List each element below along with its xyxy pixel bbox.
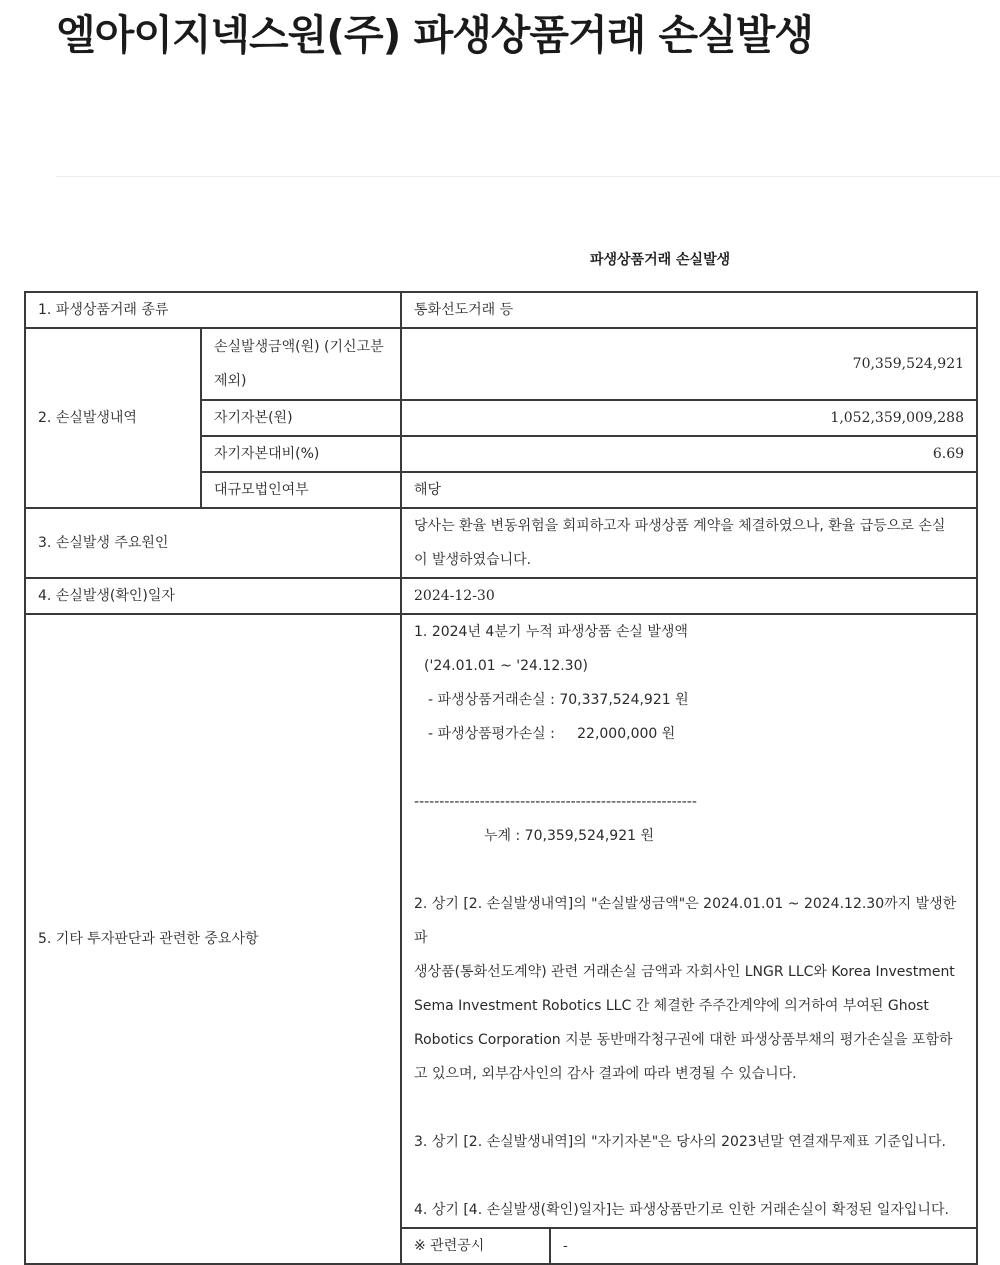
table-row xyxy=(25,578,977,614)
row-label-loss-date: 4. 손실발생(확인)일자 xyxy=(25,578,401,614)
note1-total: 누계 : 70,359,524,921 원 xyxy=(484,828,654,844)
sub-label-equity: 자기자본(원) xyxy=(201,400,401,436)
disclosure-table xyxy=(24,291,978,1265)
table-row xyxy=(25,508,977,578)
sub-label-loss-amount xyxy=(201,328,401,400)
header-divider xyxy=(56,176,1000,177)
equity-ratio-value: 6.69 xyxy=(401,436,977,472)
equity-value: 1,052,359,009,288 xyxy=(401,400,977,436)
sub-label-equity-ratio: 자기자본대비(%) xyxy=(201,436,401,472)
note1-item-trade-loss: - 파생상품거래손실 : 70,337,524,921 원 xyxy=(428,692,689,708)
note1-period: ('24.01.01 ~ '24.12.30) xyxy=(424,658,588,674)
note1-item-valuation-loss: - 파생상품평가손실 : 22,000,000 원 xyxy=(428,726,676,742)
loss-cause-line2: 이 발생하였습니다. xyxy=(414,552,532,568)
row-value-other-matters xyxy=(401,614,977,1228)
related-disclosure-label: ※ 관련공시 xyxy=(401,1228,550,1264)
large-corp-value: 해당 xyxy=(401,472,977,508)
table-row xyxy=(25,328,977,400)
row-value-loss-cause xyxy=(401,508,977,578)
note2-line1: 2. 상기 [2. 손실발생내역]의 "손실발생금액"은 2024.01.01 ~ 2024.12.30까지 발생한 파 xyxy=(414,896,957,946)
loss-amount-label-line2: 제외) xyxy=(214,373,247,389)
note2-line4: Robotics Corporation 지분 동반매각청구권에 대한 파생상품부채의 평가손실을 포함하 xyxy=(414,1032,953,1048)
document-title: 파생상품거래 손실발생 xyxy=(590,252,731,268)
loss-amount-value: 70,359,524,921 xyxy=(401,328,977,400)
row-value-derivative-type: 통화선도거래 등 xyxy=(401,292,977,328)
row-label-loss-details: 2. 손실발생내역 xyxy=(25,328,201,508)
row-label-other-matters: 5. 기타 투자판단과 관련한 중요사항 xyxy=(25,614,401,1264)
table-row xyxy=(25,292,977,328)
related-disclosure-value: - xyxy=(550,1228,977,1264)
note2-line5: 고 있으며, 외부감사인의 감사 결과에 따라 변경될 수 있습니다. xyxy=(414,1066,797,1082)
row-label-loss-cause: 3. 손실발생 주요원인 xyxy=(25,508,401,578)
table-row xyxy=(25,614,977,1228)
row-value-loss-date: 2024-12-30 xyxy=(401,578,977,614)
note2-line3: Sema Investment Robotics LLC 간 체결한 주주간계약에 의거하여 부여된 Ghost xyxy=(414,998,929,1014)
note4: 4. 상기 [4. 손실발생(확인)일자]는 파생상품만기로 인한 거래손실이 확정된 일자입니다. xyxy=(414,1202,949,1218)
loss-cause-line1: 당사는 환율 변동위험을 회피하고자 파생상품 계약을 체결하였으나, 환율 급등으로 손실 xyxy=(414,518,946,534)
row-label-derivative-type: 1. 파생상품거래 종류 xyxy=(25,292,401,328)
loss-amount-label-line1: 손실발생금액(원) (기신고분 xyxy=(214,339,384,355)
note1-title: 1. 2024년 4분기 누적 파생상품 손실 발생액 xyxy=(414,624,688,640)
note3: 3. 상기 [2. 손실발생내역]의 "자기자본"은 당사의 2023년말 연결재무제표 기준입니다. xyxy=(414,1134,946,1150)
note2-line2: 생상품(통화선도계약) 관련 거래손실 금액과 자회사인 LNGR LLC와 Korea Investment xyxy=(414,964,955,980)
page-title: 엘아이지넥스원(주) 파생상품거래 손실발생 xyxy=(56,11,813,59)
sub-label-large-corp: 대규모법인여부 xyxy=(201,472,401,508)
note1-separator: -------------------------------------------------------- xyxy=(414,794,697,810)
